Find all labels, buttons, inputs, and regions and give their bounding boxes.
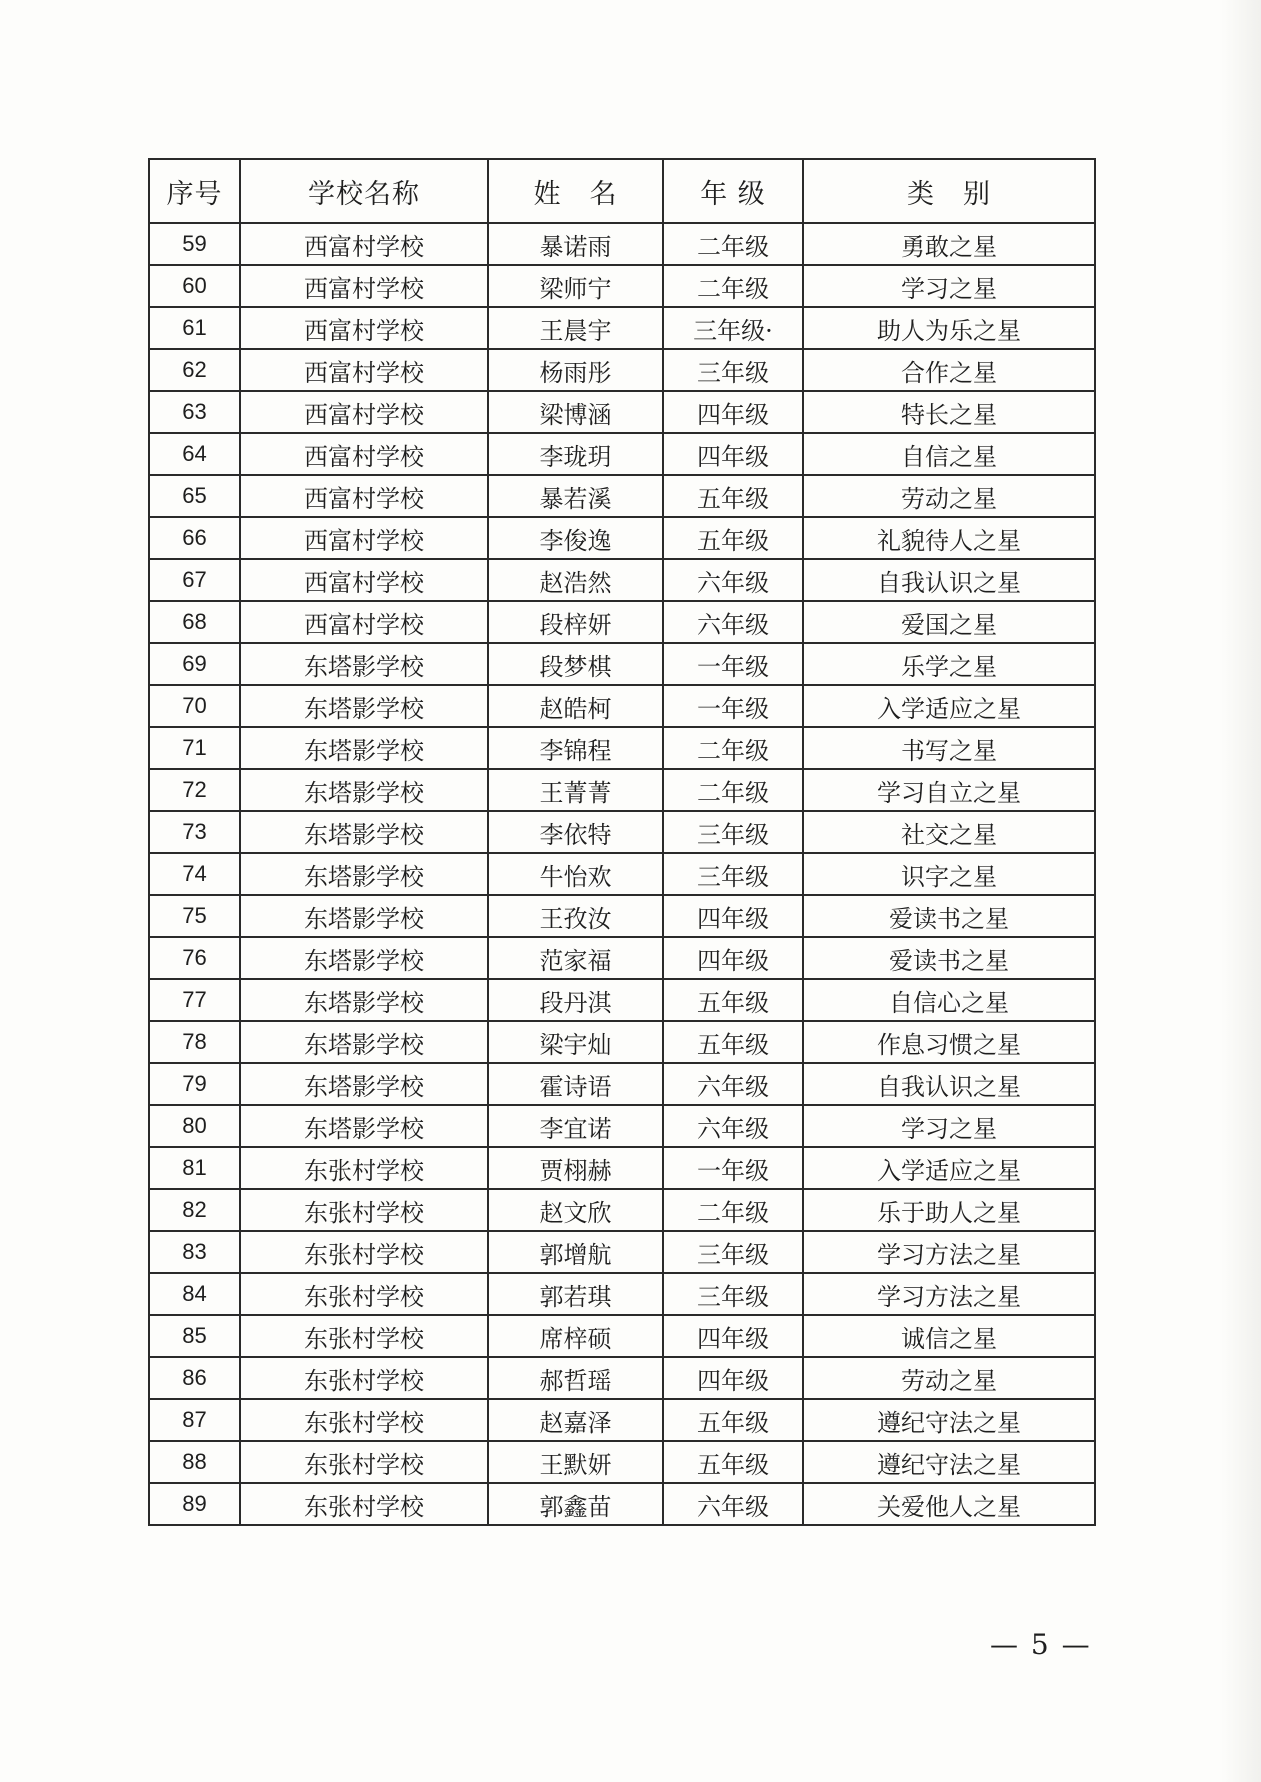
school-name-cell: 东张村学校 <box>240 1231 488 1273</box>
school-name-cell: 东塔影学校 <box>240 643 488 685</box>
student-award-table <box>148 158 1096 1526</box>
student-name-cell: 贾栩赫 <box>488 1147 663 1189</box>
school-name-cell: 东塔影学校 <box>240 1105 488 1147</box>
table-header-row <box>149 159 1095 223</box>
student-name-cell: 郭若琪 <box>488 1273 663 1315</box>
header-student-name: 姓 名 <box>488 159 663 223</box>
serial-number-cell: 83 <box>149 1231 240 1273</box>
school-name-cell: 东塔影学校 <box>240 769 488 811</box>
grade-cell: 二年级 <box>663 265 803 307</box>
school-name-cell: 东张村学校 <box>240 1441 488 1483</box>
category-cell: 遵纪守法之星 <box>803 1441 1095 1483</box>
serial-number-cell: 86 <box>149 1357 240 1399</box>
student-name-cell: 王默妍 <box>488 1441 663 1483</box>
student-name-cell: 李俊逸 <box>488 517 663 559</box>
grade-cell: 六年级 <box>663 601 803 643</box>
category-cell: 助人为乐之星 <box>803 307 1095 349</box>
school-name-cell: 东塔影学校 <box>240 895 488 937</box>
category-cell: 礼貌待人之星 <box>803 517 1095 559</box>
school-name-cell: 东张村学校 <box>240 1399 488 1441</box>
serial-number-cell: 71 <box>149 727 240 769</box>
grade-cell: 五年级 <box>663 1021 803 1063</box>
student-name-cell: 席梓硕 <box>488 1315 663 1357</box>
school-name-cell: 西富村学校 <box>240 601 488 643</box>
serial-number-cell: 72 <box>149 769 240 811</box>
table-row <box>149 685 1095 727</box>
table-row <box>149 1189 1095 1231</box>
student-name-cell: 王菁菁 <box>488 769 663 811</box>
header-school-name: 学校名称 <box>240 159 488 223</box>
student-name-cell: 王晨宇 <box>488 307 663 349</box>
category-cell: 特长之星 <box>803 391 1095 433</box>
grade-cell: 四年级 <box>663 937 803 979</box>
table-row <box>149 1063 1095 1105</box>
table-row <box>149 1147 1095 1189</box>
student-name-cell: 李依特 <box>488 811 663 853</box>
school-name-cell: 西富村学校 <box>240 517 488 559</box>
student-name-cell: 郭增航 <box>488 1231 663 1273</box>
category-cell: 作息习惯之星 <box>803 1021 1095 1063</box>
table-row <box>149 349 1095 391</box>
category-cell: 勇敢之星 <box>803 223 1095 265</box>
category-cell: 自我认识之星 <box>803 559 1095 601</box>
grade-cell: 五年级 <box>663 979 803 1021</box>
grade-cell: 三年级 <box>663 1273 803 1315</box>
grade-cell: 二年级 <box>663 1189 803 1231</box>
serial-number-cell: 74 <box>149 853 240 895</box>
student-name-cell: 暴诺雨 <box>488 223 663 265</box>
category-cell: 学习自立之星 <box>803 769 1095 811</box>
category-cell: 学习之星 <box>803 1105 1095 1147</box>
student-name-cell: 赵嘉泽 <box>488 1399 663 1441</box>
category-cell: 识字之星 <box>803 853 1095 895</box>
student-name-cell: 牛怡欢 <box>488 853 663 895</box>
serial-number-cell: 73 <box>149 811 240 853</box>
school-name-cell: 西富村学校 <box>240 223 488 265</box>
school-name-cell: 西富村学校 <box>240 559 488 601</box>
category-cell: 遵纪守法之星 <box>803 1399 1095 1441</box>
serial-number-cell: 78 <box>149 1021 240 1063</box>
category-cell: 学习方法之星 <box>803 1231 1095 1273</box>
school-name-cell: 西富村学校 <box>240 475 488 517</box>
category-cell: 社交之星 <box>803 811 1095 853</box>
student-name-cell: 王孜汝 <box>488 895 663 937</box>
school-name-cell: 东塔影学校 <box>240 937 488 979</box>
category-cell: 爱读书之星 <box>803 937 1095 979</box>
category-cell: 学习方法之星 <box>803 1273 1095 1315</box>
school-name-cell: 西富村学校 <box>240 307 488 349</box>
header-serial-number: 序号 <box>149 159 240 223</box>
table-row <box>149 601 1095 643</box>
table-row <box>149 1441 1095 1483</box>
category-cell: 劳动之星 <box>803 475 1095 517</box>
table-row <box>149 1399 1095 1441</box>
student-name-cell: 梁博涵 <box>488 391 663 433</box>
student-name-cell: 李宜诺 <box>488 1105 663 1147</box>
table-row <box>149 979 1095 1021</box>
serial-number-cell: 82 <box>149 1189 240 1231</box>
grade-cell: 三年级 <box>663 1231 803 1273</box>
student-name-cell: 段梓妍 <box>488 601 663 643</box>
grade-cell: 四年级 <box>663 895 803 937</box>
category-cell: 关爱他人之星 <box>803 1483 1095 1525</box>
serial-number-cell: 62 <box>149 349 240 391</box>
category-cell: 自我认识之星 <box>803 1063 1095 1105</box>
serial-number-cell: 68 <box>149 601 240 643</box>
table-row <box>149 853 1095 895</box>
category-cell: 书写之星 <box>803 727 1095 769</box>
grade-cell: 一年级 <box>663 685 803 727</box>
school-name-cell: 东张村学校 <box>240 1357 488 1399</box>
student-name-cell: 郝哲瑶 <box>488 1357 663 1399</box>
school-name-cell: 西富村学校 <box>240 265 488 307</box>
category-cell: 自信心之星 <box>803 979 1095 1021</box>
school-name-cell: 西富村学校 <box>240 433 488 475</box>
student-name-cell: 杨雨彤 <box>488 349 663 391</box>
student-name-cell: 范家福 <box>488 937 663 979</box>
page-number: — 5 — <box>990 1628 1092 1661</box>
table-row <box>149 727 1095 769</box>
table-row <box>149 1021 1095 1063</box>
grade-cell: 二年级 <box>663 727 803 769</box>
table-row <box>149 1315 1095 1357</box>
table-row <box>149 265 1095 307</box>
student-name-cell: 段丹淇 <box>488 979 663 1021</box>
school-name-cell: 东塔影学校 <box>240 1021 488 1063</box>
table-row <box>149 1483 1095 1525</box>
grade-cell: 五年级 <box>663 517 803 559</box>
serial-number-cell: 89 <box>149 1483 240 1525</box>
student-name-cell: 赵浩然 <box>488 559 663 601</box>
serial-number-cell: 69 <box>149 643 240 685</box>
school-name-cell: 东张村学校 <box>240 1189 488 1231</box>
grade-cell: 二年级 <box>663 769 803 811</box>
table-row <box>149 391 1095 433</box>
grade-cell: 三年级 <box>663 853 803 895</box>
school-name-cell: 西富村学校 <box>240 349 488 391</box>
student-name-cell: 李珑玥 <box>488 433 663 475</box>
school-name-cell: 东塔影学校 <box>240 1063 488 1105</box>
table-row <box>149 769 1095 811</box>
table-row <box>149 559 1095 601</box>
serial-number-cell: 75 <box>149 895 240 937</box>
category-cell: 入学适应之星 <box>803 1147 1095 1189</box>
table-row <box>149 517 1095 559</box>
serial-number-cell: 67 <box>149 559 240 601</box>
student-name-cell: 赵皓柯 <box>488 685 663 727</box>
category-cell: 学习之星 <box>803 265 1095 307</box>
serial-number-cell: 64 <box>149 433 240 475</box>
serial-number-cell: 85 <box>149 1315 240 1357</box>
student-name-cell: 霍诗语 <box>488 1063 663 1105</box>
grade-cell: 六年级 <box>663 1483 803 1525</box>
serial-number-cell: 80 <box>149 1105 240 1147</box>
grade-cell: 六年级 <box>663 559 803 601</box>
table-row <box>149 1105 1095 1147</box>
student-name-cell: 梁师宁 <box>488 265 663 307</box>
school-name-cell: 东张村学校 <box>240 1483 488 1525</box>
table-row <box>149 223 1095 265</box>
school-name-cell: 东张村学校 <box>240 1273 488 1315</box>
category-cell: 诚信之星 <box>803 1315 1095 1357</box>
school-name-cell: 东塔影学校 <box>240 853 488 895</box>
grade-cell: 五年级 <box>663 1441 803 1483</box>
serial-number-cell: 76 <box>149 937 240 979</box>
serial-number-cell: 66 <box>149 517 240 559</box>
serial-number-cell: 87 <box>149 1399 240 1441</box>
student-name-cell: 赵文欣 <box>488 1189 663 1231</box>
school-name-cell: 东张村学校 <box>240 1147 488 1189</box>
grade-cell: 三年级· <box>663 307 803 349</box>
serial-number-cell: 70 <box>149 685 240 727</box>
school-name-cell: 东塔影学校 <box>240 979 488 1021</box>
student-name-cell: 段梦棋 <box>488 643 663 685</box>
table-row <box>149 895 1095 937</box>
table-row <box>149 1357 1095 1399</box>
header-category: 类 别 <box>803 159 1095 223</box>
grade-cell: 一年级 <box>663 1147 803 1189</box>
student-name-cell: 暴若溪 <box>488 475 663 517</box>
serial-number-cell: 79 <box>149 1063 240 1105</box>
student-name-cell: 梁宇灿 <box>488 1021 663 1063</box>
grade-cell: 四年级 <box>663 1357 803 1399</box>
table-row <box>149 307 1095 349</box>
school-name-cell: 东塔影学校 <box>240 685 488 727</box>
table-row <box>149 433 1095 475</box>
serial-number-cell: 84 <box>149 1273 240 1315</box>
category-cell: 合作之星 <box>803 349 1095 391</box>
serial-number-cell: 63 <box>149 391 240 433</box>
grade-cell: 三年级 <box>663 349 803 391</box>
category-cell: 爱国之星 <box>803 601 1095 643</box>
category-cell: 乐学之星 <box>803 643 1095 685</box>
grade-cell: 三年级 <box>663 811 803 853</box>
student-name-cell: 郭鑫苗 <box>488 1483 663 1525</box>
grade-cell: 四年级 <box>663 1315 803 1357</box>
serial-number-cell: 77 <box>149 979 240 1021</box>
grade-cell: 四年级 <box>663 391 803 433</box>
table-body <box>149 223 1095 1525</box>
page-edge-shadow <box>1221 0 1261 1782</box>
category-cell: 爱读书之星 <box>803 895 1095 937</box>
table-row <box>149 1273 1095 1315</box>
table-row <box>149 937 1095 979</box>
serial-number-cell: 60 <box>149 265 240 307</box>
serial-number-cell: 61 <box>149 307 240 349</box>
grade-cell: 二年级 <box>663 223 803 265</box>
grade-cell: 一年级 <box>663 643 803 685</box>
school-name-cell: 东塔影学校 <box>240 811 488 853</box>
table-row <box>149 475 1095 517</box>
category-cell: 入学适应之星 <box>803 685 1095 727</box>
header-grade: 年 级 <box>663 159 803 223</box>
table-row <box>149 1231 1095 1273</box>
table-row <box>149 643 1095 685</box>
student-name-cell: 李锦程 <box>488 727 663 769</box>
category-cell: 劳动之星 <box>803 1357 1095 1399</box>
school-name-cell: 西富村学校 <box>240 391 488 433</box>
grade-cell: 六年级 <box>663 1105 803 1147</box>
category-cell: 乐于助人之星 <box>803 1189 1095 1231</box>
serial-number-cell: 88 <box>149 1441 240 1483</box>
school-name-cell: 东塔影学校 <box>240 727 488 769</box>
grade-cell: 五年级 <box>663 1399 803 1441</box>
grade-cell: 六年级 <box>663 1063 803 1105</box>
grade-cell: 四年级 <box>663 433 803 475</box>
serial-number-cell: 59 <box>149 223 240 265</box>
category-cell: 自信之星 <box>803 433 1095 475</box>
grade-cell: 五年级 <box>663 475 803 517</box>
school-name-cell: 东张村学校 <box>240 1315 488 1357</box>
table-row <box>149 811 1095 853</box>
serial-number-cell: 65 <box>149 475 240 517</box>
serial-number-cell: 81 <box>149 1147 240 1189</box>
